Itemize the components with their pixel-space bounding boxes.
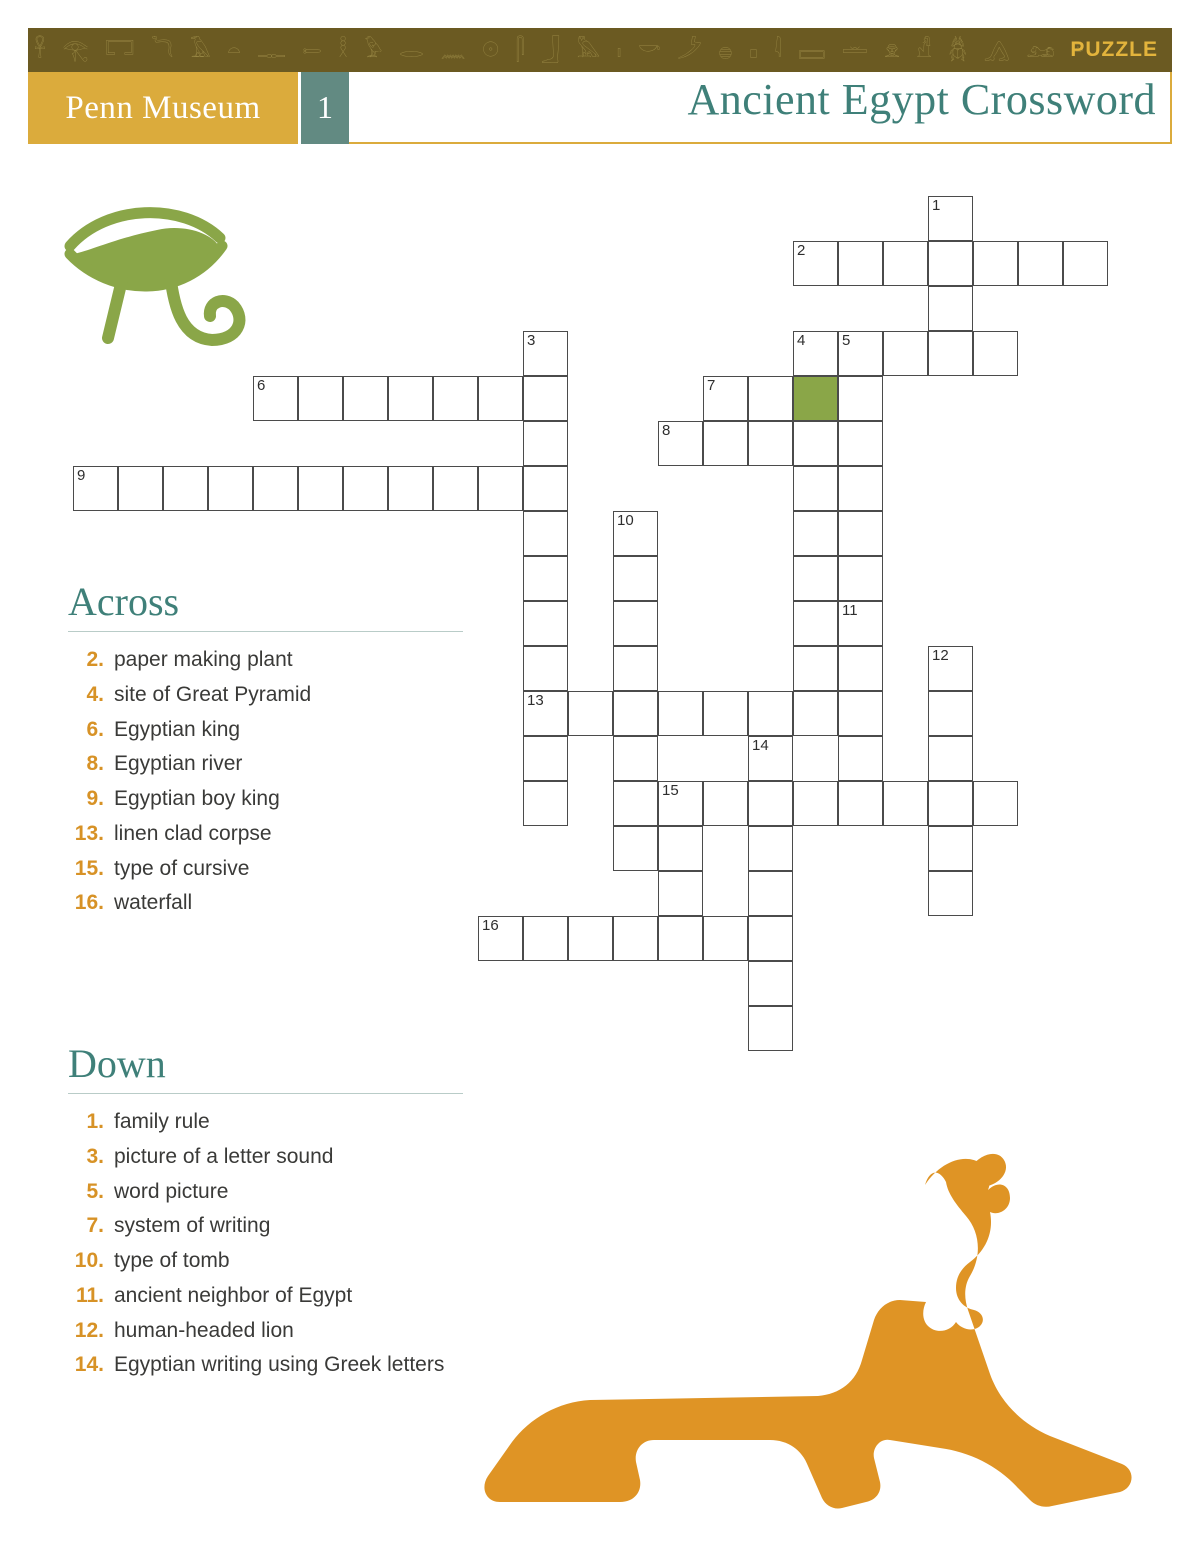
grid-cell[interactable]	[793, 511, 838, 556]
across-clue-text: site of Great Pyramid	[114, 682, 312, 706]
across-clue-text: Egyptian king	[114, 717, 241, 741]
grid-cell-numbered[interactable]	[838, 601, 883, 646]
grid-cell-numbered[interactable]	[793, 241, 838, 286]
grid-cell[interactable]	[1063, 241, 1108, 286]
down-clue-item	[68, 1145, 468, 1170]
grid-cell-numbered[interactable]	[523, 331, 568, 376]
grid-cell[interactable]	[523, 916, 568, 961]
grid-cell[interactable]	[703, 781, 748, 826]
grid-cell[interactable]	[748, 781, 793, 826]
across-clue-text: paper making plant	[114, 648, 293, 671]
grid-cell[interactable]	[433, 376, 478, 421]
across-clue-item	[68, 787, 468, 812]
grid-cell[interactable]	[208, 466, 253, 511]
down-divider	[68, 1093, 463, 1094]
across-clue-list	[68, 578, 468, 926]
across-clue-text: linen clad corpse	[114, 821, 272, 845]
down-clue-text: family rule	[114, 1110, 210, 1133]
grid-cell[interactable]	[658, 871, 703, 916]
grid-cell-number: 6	[257, 377, 266, 394]
grid-cell-number: 3	[527, 332, 536, 349]
grid-cell[interactable]	[748, 691, 793, 736]
grid-cell[interactable]	[388, 466, 433, 511]
across-clue-item	[68, 857, 468, 882]
grid-cell-numbered[interactable]	[613, 511, 658, 556]
across-clue-item	[68, 718, 468, 743]
grid-cell[interactable]	[658, 826, 703, 871]
grid-cell[interactable]	[748, 916, 793, 961]
grid-cell-numbered[interactable]	[523, 691, 568, 736]
grid-cell[interactable]	[523, 376, 568, 421]
grid-cell[interactable]	[928, 736, 973, 781]
grid-cell[interactable]	[838, 241, 883, 286]
grid-cell[interactable]	[613, 601, 658, 646]
across-divider	[68, 631, 463, 632]
grid-cell[interactable]	[748, 871, 793, 916]
header-band	[28, 28, 1172, 72]
grid-cell[interactable]	[568, 691, 613, 736]
puzzle-number-badge: 1	[301, 72, 349, 144]
grid-cell-numbered[interactable]	[73, 466, 118, 511]
grid-cell[interactable]	[838, 421, 883, 466]
grid-cell[interactable]	[748, 1006, 793, 1051]
grid-cell[interactable]	[838, 781, 883, 826]
grid-cell-number: 1	[932, 197, 941, 214]
grid-cell[interactable]	[433, 466, 478, 511]
across-clue-item	[68, 648, 468, 673]
title-area	[349, 72, 1172, 144]
grid-cell[interactable]	[1018, 241, 1063, 286]
grid-cell[interactable]	[793, 601, 838, 646]
grid-cell[interactable]	[748, 421, 793, 466]
grid-cell-number: 15	[662, 782, 679, 799]
grid-cell-numbered[interactable]	[928, 196, 973, 241]
across-clue-item	[68, 891, 468, 916]
grid-cell-numbered[interactable]	[658, 781, 703, 826]
grid-cell-numbered[interactable]	[793, 331, 838, 376]
grid-cell[interactable]	[973, 331, 1018, 376]
grid-cell[interactable]	[793, 466, 838, 511]
grid-cell[interactable]	[523, 601, 568, 646]
grid-cell[interactable]	[838, 376, 883, 421]
grid-cell-number: 10	[617, 512, 634, 529]
grid-cell[interactable]	[928, 691, 973, 736]
grid-cell[interactable]	[343, 376, 388, 421]
grid-cell[interactable]	[523, 466, 568, 511]
grid-cell-number: 8	[662, 422, 671, 439]
grid-cell-number: 5	[842, 332, 851, 349]
grid-cell[interactable]	[793, 646, 838, 691]
hieroglyph-decoration: 𓋹 𓂀 𓉐 𓆓 𓄿 𓏏 𓊃 𓍿 𓎛 𓅱 𓂋 𓈖 𓇳 𓋴 𓃀 𓅓 𓏤 𓎡 𓌳 𓐍 𓊪 𓇋 𓈙 𓏛 𓁷 𓀭 𓆣 𓂻 𓃭 𓎼	[34, 38, 1090, 62]
eye-of-horus-icon	[62, 188, 292, 363]
grid-cell[interactable]	[253, 466, 298, 511]
grid-cell[interactable]	[613, 556, 658, 601]
grid-cell[interactable]	[703, 421, 748, 466]
down-clue-text: Egyptian writing using Greek letters	[114, 1353, 445, 1377]
grid-cell[interactable]	[928, 871, 973, 916]
down-clue-number: 12.	[74, 1318, 104, 1342]
across-clue-text: type of cursive	[114, 856, 250, 880]
grid-cell[interactable]	[793, 781, 838, 826]
grid-cell[interactable]	[928, 826, 973, 871]
grid-cell[interactable]	[838, 556, 883, 601]
down-clue-text: word picture	[114, 1179, 229, 1203]
grid-cell[interactable]	[703, 691, 748, 736]
grid-cell[interactable]	[838, 736, 883, 781]
down-heading: Down	[68, 1041, 166, 1086]
across-clue-number: 9.	[86, 787, 104, 811]
grid-cell[interactable]	[838, 646, 883, 691]
down-clue-text: human-headed lion	[114, 1318, 294, 1342]
down-clue-text: type of tomb	[114, 1249, 230, 1273]
grid-cell[interactable]	[883, 781, 928, 826]
grid-cell[interactable]	[703, 916, 748, 961]
puzzle-tag: PUZZLE	[1070, 38, 1158, 61]
sphinx-icon	[470, 1150, 1150, 1510]
grid-cell[interactable]	[793, 376, 838, 421]
grid-cell[interactable]	[613, 916, 658, 961]
grid-cell[interactable]	[523, 781, 568, 826]
grid-cell[interactable]	[838, 466, 883, 511]
down-clue-item	[68, 1180, 468, 1205]
across-clue-number: 15.	[74, 856, 104, 880]
down-clue-number: 1.	[86, 1110, 104, 1133]
grid-cell-number: 2	[797, 242, 806, 259]
across-clue-item	[68, 822, 468, 847]
grid-cell-number: 11	[842, 602, 858, 619]
down-clue-number: 3.	[86, 1144, 104, 1168]
down-clue-number: 14.	[74, 1353, 104, 1377]
grid-cell[interactable]	[523, 736, 568, 781]
down-clue-item	[68, 1214, 468, 1239]
grid-cell-number: 7	[707, 377, 716, 394]
grid-cell[interactable]	[928, 781, 973, 826]
grid-cell[interactable]	[793, 556, 838, 601]
grid-cell[interactable]	[613, 736, 658, 781]
down-clue-number: 10.	[74, 1249, 104, 1273]
grid-cell[interactable]	[658, 691, 703, 736]
down-clue-item	[68, 1284, 468, 1309]
down-clue-number: 5.	[86, 1179, 104, 1203]
grid-cell[interactable]	[928, 331, 973, 376]
grid-cell[interactable]	[613, 691, 658, 736]
down-clue-text: ancient neighbor of Egypt	[114, 1283, 353, 1307]
grid-cell-numbered[interactable]	[253, 376, 298, 421]
grid-cell-numbered[interactable]	[838, 331, 883, 376]
grid-cell[interactable]	[118, 466, 163, 511]
grid-cell[interactable]	[568, 916, 613, 961]
down-clue-text: picture of a letter sound	[114, 1144, 334, 1168]
grid-cell-numbered[interactable]	[748, 736, 793, 781]
across-clue-number: 2.	[86, 648, 104, 671]
down-clue-item	[68, 1319, 468, 1344]
grid-cell[interactable]	[298, 466, 343, 511]
across-heading: Across	[68, 579, 180, 624]
across-clue-text: Egyptian river	[114, 752, 243, 776]
across-clue-number: 13.	[74, 821, 104, 845]
across-clue-item	[68, 683, 468, 708]
grid-cell[interactable]	[838, 691, 883, 736]
grid-cell[interactable]	[883, 331, 928, 376]
grid-cell-numbered[interactable]	[658, 421, 703, 466]
across-clue-number: 8.	[86, 752, 104, 776]
grid-cell[interactable]	[973, 241, 1018, 286]
grid-cell[interactable]	[523, 556, 568, 601]
down-clue-number: 7.	[86, 1214, 104, 1238]
grid-cell[interactable]	[748, 376, 793, 421]
across-clue-text: Egyptian boy king	[114, 787, 280, 811]
grid-cell[interactable]	[343, 466, 388, 511]
across-clue-number: 16.	[74, 891, 104, 915]
grid-cell[interactable]	[478, 376, 523, 421]
grid-cell[interactable]	[163, 466, 208, 511]
grid-cell-number: 9	[77, 467, 86, 484]
down-clue-number: 11.	[75, 1283, 104, 1307]
grid-cell[interactable]	[883, 241, 928, 286]
grid-cell-number: 13	[527, 692, 544, 709]
grid-cell[interactable]	[793, 691, 838, 736]
across-clue-number: 4.	[86, 682, 104, 706]
grid-cell[interactable]	[388, 376, 433, 421]
grid-cell[interactable]	[523, 511, 568, 556]
grid-cell[interactable]	[793, 421, 838, 466]
grid-cell-number: 14	[752, 737, 769, 754]
grid-cell-numbered[interactable]	[703, 376, 748, 421]
grid-cell[interactable]	[973, 781, 1018, 826]
grid-cell[interactable]	[523, 421, 568, 466]
grid-cell[interactable]	[748, 961, 793, 1006]
grid-cell[interactable]	[838, 511, 883, 556]
across-clue-text: waterfall	[114, 891, 193, 915]
grid-cell[interactable]	[928, 241, 973, 286]
grid-cell-number: 4	[797, 332, 806, 349]
grid-cell[interactable]	[658, 916, 703, 961]
grid-cell-number: 12	[932, 647, 949, 664]
title-row	[28, 72, 1172, 144]
grid-cell[interactable]	[613, 646, 658, 691]
grid-cell[interactable]	[298, 376, 343, 421]
down-clue-item	[68, 1110, 468, 1135]
page-title: Ancient Egypt Crossword	[687, 75, 1156, 124]
grid-cell[interactable]	[613, 781, 658, 826]
grid-cell-numbered[interactable]	[928, 646, 973, 691]
down-clue-item	[68, 1353, 468, 1378]
down-clue-list	[68, 1040, 468, 1388]
across-clue-number: 6.	[86, 717, 104, 741]
down-clue-item	[68, 1249, 468, 1274]
grid-cell-number: 16	[482, 917, 499, 934]
grid-cell[interactable]	[928, 286, 973, 331]
grid-cell[interactable]	[523, 646, 568, 691]
brand-logo: Penn Museum	[28, 72, 298, 144]
grid-cell[interactable]	[478, 466, 523, 511]
across-clue-item	[68, 752, 468, 777]
down-clue-text: system of writing	[114, 1214, 271, 1238]
grid-cell[interactable]	[748, 826, 793, 871]
grid-cell-numbered[interactable]	[478, 916, 523, 961]
grid-cell[interactable]	[613, 826, 658, 871]
